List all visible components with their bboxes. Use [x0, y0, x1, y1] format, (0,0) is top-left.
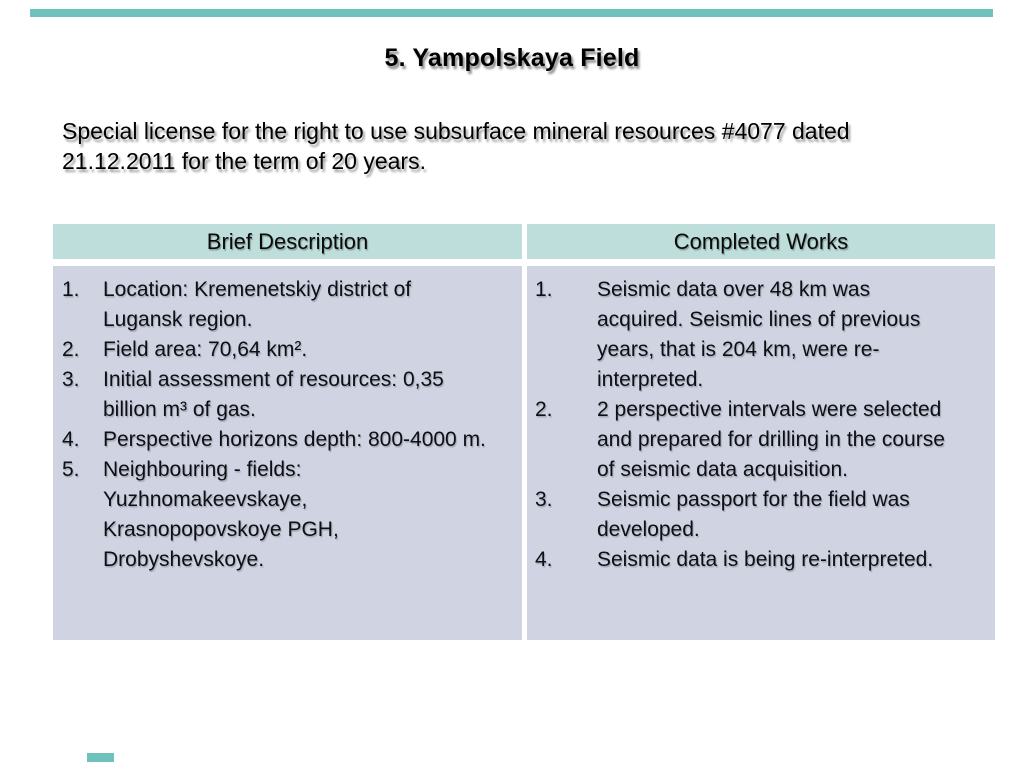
license-paragraph-line-1: Special license for the right to use subsurface mineral resources #4077 dated [62, 118, 850, 144]
column-header-completed-works: Completed Works [527, 224, 995, 259]
completed-works-list [535, 275, 989, 575]
list-item-text: Seismic passport for the field was developed. [597, 488, 910, 541]
list-item [62, 275, 512, 335]
top-accent-bar [30, 9, 993, 17]
list-item-number: 5. [62, 458, 80, 481]
table-body-row [53, 266, 995, 640]
brief-description-list [62, 275, 512, 575]
list-item-number: 1. [62, 278, 80, 301]
list-item-text: Neighbouring - fields: Yuzhnomakeevskaye, Krasnopopovskoye PGH, Drobyshevskoye. [103, 458, 339, 571]
list-item-number: 2. [62, 338, 80, 361]
table-header-row [53, 224, 995, 259]
brief-description-cell [53, 266, 522, 640]
list-item [62, 335, 512, 365]
license-paragraph [62, 116, 962, 176]
list-item-text: Field area: 70,64 km². [103, 338, 308, 361]
list-item [535, 485, 989, 545]
list-item-text: 2 perspective intervals were selected and prepared for drilling in the course of seismic data acquisition. [597, 398, 945, 481]
list-item-number: 4. [62, 428, 80, 451]
license-paragraph-line-2: 21.12.2011 for the term of 20 years. [62, 148, 426, 174]
list-item-text: Seismic data is being re-interpreted. [597, 548, 934, 571]
list-item-number: 3. [535, 488, 553, 511]
list-item [62, 425, 512, 455]
list-item [535, 545, 989, 575]
list-item-number: 2. [535, 398, 553, 421]
completed-works-cell [527, 266, 995, 640]
list-item-text: Location: Kremenetskiy district of Lugansk region. [103, 278, 412, 331]
list-item-text: Initial assessment of resources: 0,35 billion m³ of gas. [103, 368, 444, 421]
list-item [62, 365, 512, 425]
list-item-text: Perspective horizons depth: 800-4000 m. [103, 428, 486, 451]
field-info-table [53, 224, 995, 640]
list-item-number: 1. [535, 278, 553, 301]
list-item-number: 4. [535, 548, 553, 571]
list-item [535, 395, 989, 485]
list-item-number: 3. [62, 368, 80, 391]
slide-title: 5. Yampolskaya Field [384, 44, 640, 72]
list-item [62, 455, 512, 575]
bottom-accent-bar [87, 753, 114, 762]
list-item [535, 275, 989, 395]
list-item-text: Seismic data over 48 km was acquired. Seismic lines of previous years, that is 204 km, were re-interpreted. [597, 278, 921, 391]
column-header-brief-description: Brief Description [53, 224, 522, 259]
